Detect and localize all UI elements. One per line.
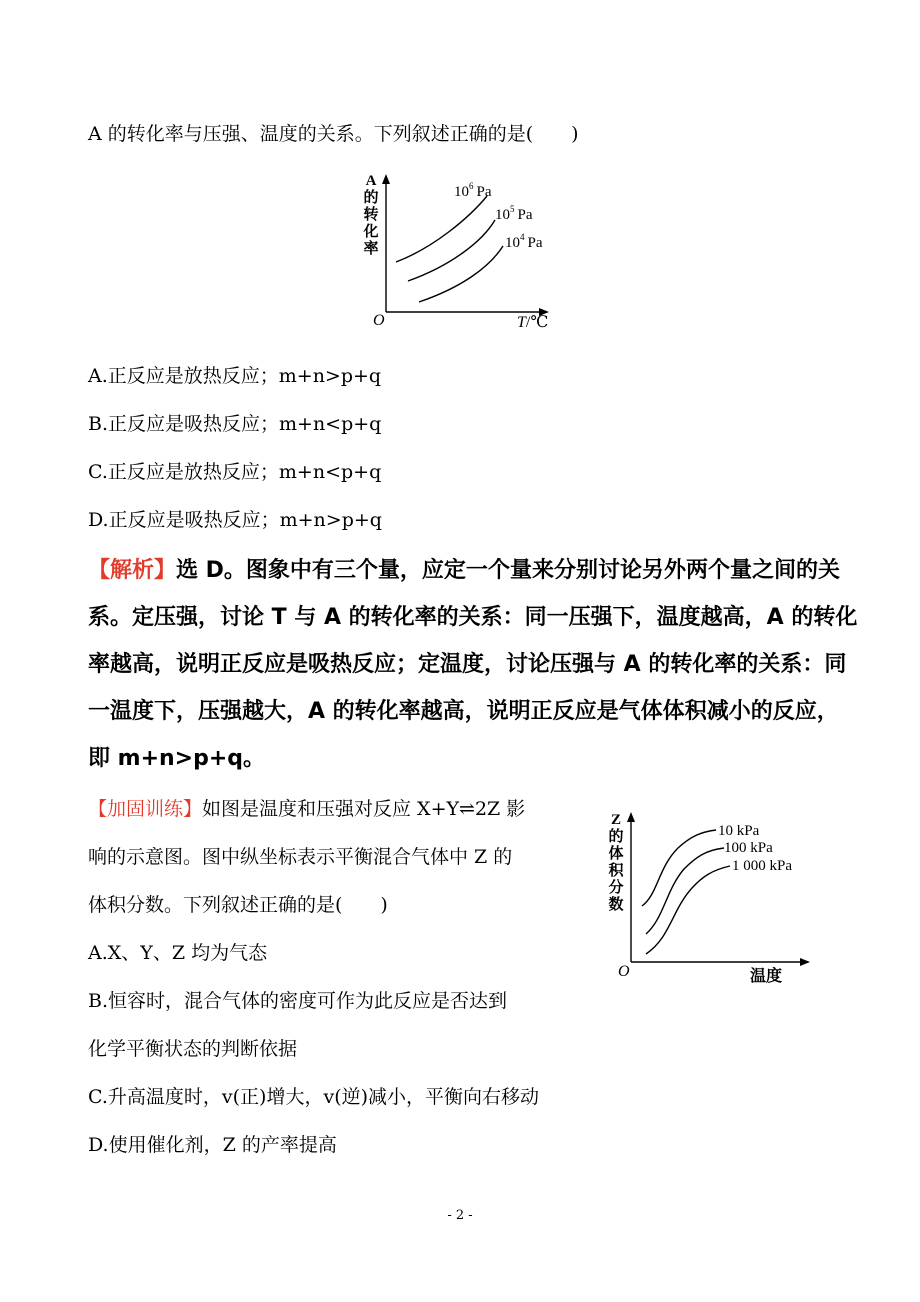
- curve-label-100-kpa: 100 kPa: [724, 840, 773, 856]
- y-label-char: 转: [363, 207, 379, 223]
- y-label-char: 率: [363, 241, 379, 257]
- y-axis-arrow: [382, 174, 390, 184]
- curve-100-kpa: [646, 848, 724, 934]
- explanation-tag: 【解析】: [88, 558, 177, 583]
- figure-conversion-vs-temperature: [355, 168, 565, 334]
- exercise-option-c: C.升高温度时，v(正)增大，v(逆)减小，平衡向右移动: [88, 1086, 540, 1108]
- explanation-line: 【解析】选 D。图象中有三个量，应定一个量来分别讨论另外两个量之间的关: [88, 558, 840, 583]
- explanation-line: 率越高，说明正反应是吸热反应；定温度，讨论压强与 A 的转化率的关系：同: [88, 652, 847, 677]
- y-label-char: 化: [363, 224, 379, 240]
- y-label-char: 分: [608, 880, 624, 896]
- origin-label: O: [373, 312, 385, 329]
- figure-z-fraction-vs-temperature: [600, 806, 822, 988]
- explanation-line: 即 m+n>p+q。: [88, 746, 266, 771]
- option-d: D.正反应是吸热反应；m+n>p+q: [88, 509, 382, 531]
- exercise-option-a: A.X、Y、Z 均为气态: [88, 942, 268, 964]
- y-label-char: A: [365, 173, 377, 189]
- explanation-line: 一温度下，压强越大，A 的转化率越高，说明正反应是气体体积减小的反应，: [88, 699, 839, 724]
- exercise-line: 体积分数。下列叙述正确的是( ): [88, 894, 388, 916]
- exercise-option-b: B.恒容时，混合气体的密度可作为此反应是否达到: [88, 990, 508, 1012]
- y-label-char: 数: [608, 897, 624, 913]
- x-axis-label: 温度: [750, 968, 783, 985]
- curve-label-1e6-pa: $10^6$ Pa: [454, 181, 492, 200]
- x-axis-arrow: [800, 958, 810, 966]
- y-axis-label: [362, 173, 378, 257]
- exercise-option-d: D.使用催化剂，Z 的产率提高: [88, 1134, 337, 1156]
- page-number: - 2 -: [447, 1208, 473, 1223]
- origin-label: O: [618, 963, 630, 980]
- curve-label-1e4-pa: $10^4$ Pa: [505, 232, 543, 251]
- option-c: C.正反应是放热反应；m+n<p+q: [88, 461, 382, 483]
- y-label-char: 积: [608, 863, 624, 879]
- y-label-char: 体: [608, 846, 624, 862]
- curve-1e6-pa: [396, 196, 487, 262]
- question-intro: A 的转化率与压强、温度的关系。下列叙述正确的是( ): [88, 123, 579, 145]
- option-b: B.正反应是吸热反应；m+n<p+q: [88, 413, 382, 435]
- y-axis-arrow: [627, 812, 635, 822]
- y-label-char: Z: [610, 812, 622, 828]
- exercise-tag: 【加固训练】: [88, 798, 203, 820]
- explanation-line: 系。定压强，讨论 T 与 A 的转化率的关系：同一压强下，温度越高，A 的转化: [88, 605, 858, 630]
- y-label-char: 的: [608, 829, 624, 845]
- y-label-char: 的: [363, 190, 379, 206]
- curve-label-1000-kpa: 1 000 kPa: [732, 858, 792, 874]
- exercise-line: 【加固训练】如图是温度和压强对反应 X+Y⇌2Z 影: [88, 798, 526, 820]
- x-axis-label: T/℃: [517, 314, 549, 331]
- exercise-option-b-cont: 化学平衡状态的判断依据: [88, 1038, 298, 1060]
- curve-10-kpa: [642, 830, 716, 906]
- curve-label-10-kpa: 10 kPa: [718, 823, 760, 839]
- y-axis-label: [608, 812, 624, 913]
- option-a: A.正反应是放热反应；m+n>p+q: [88, 365, 382, 387]
- curve-label-1e5-pa: $10^5$ Pa: [495, 204, 533, 223]
- exercise-line: 响的示意图。图中纵坐标表示平衡混合气体中 Z 的: [88, 846, 513, 868]
